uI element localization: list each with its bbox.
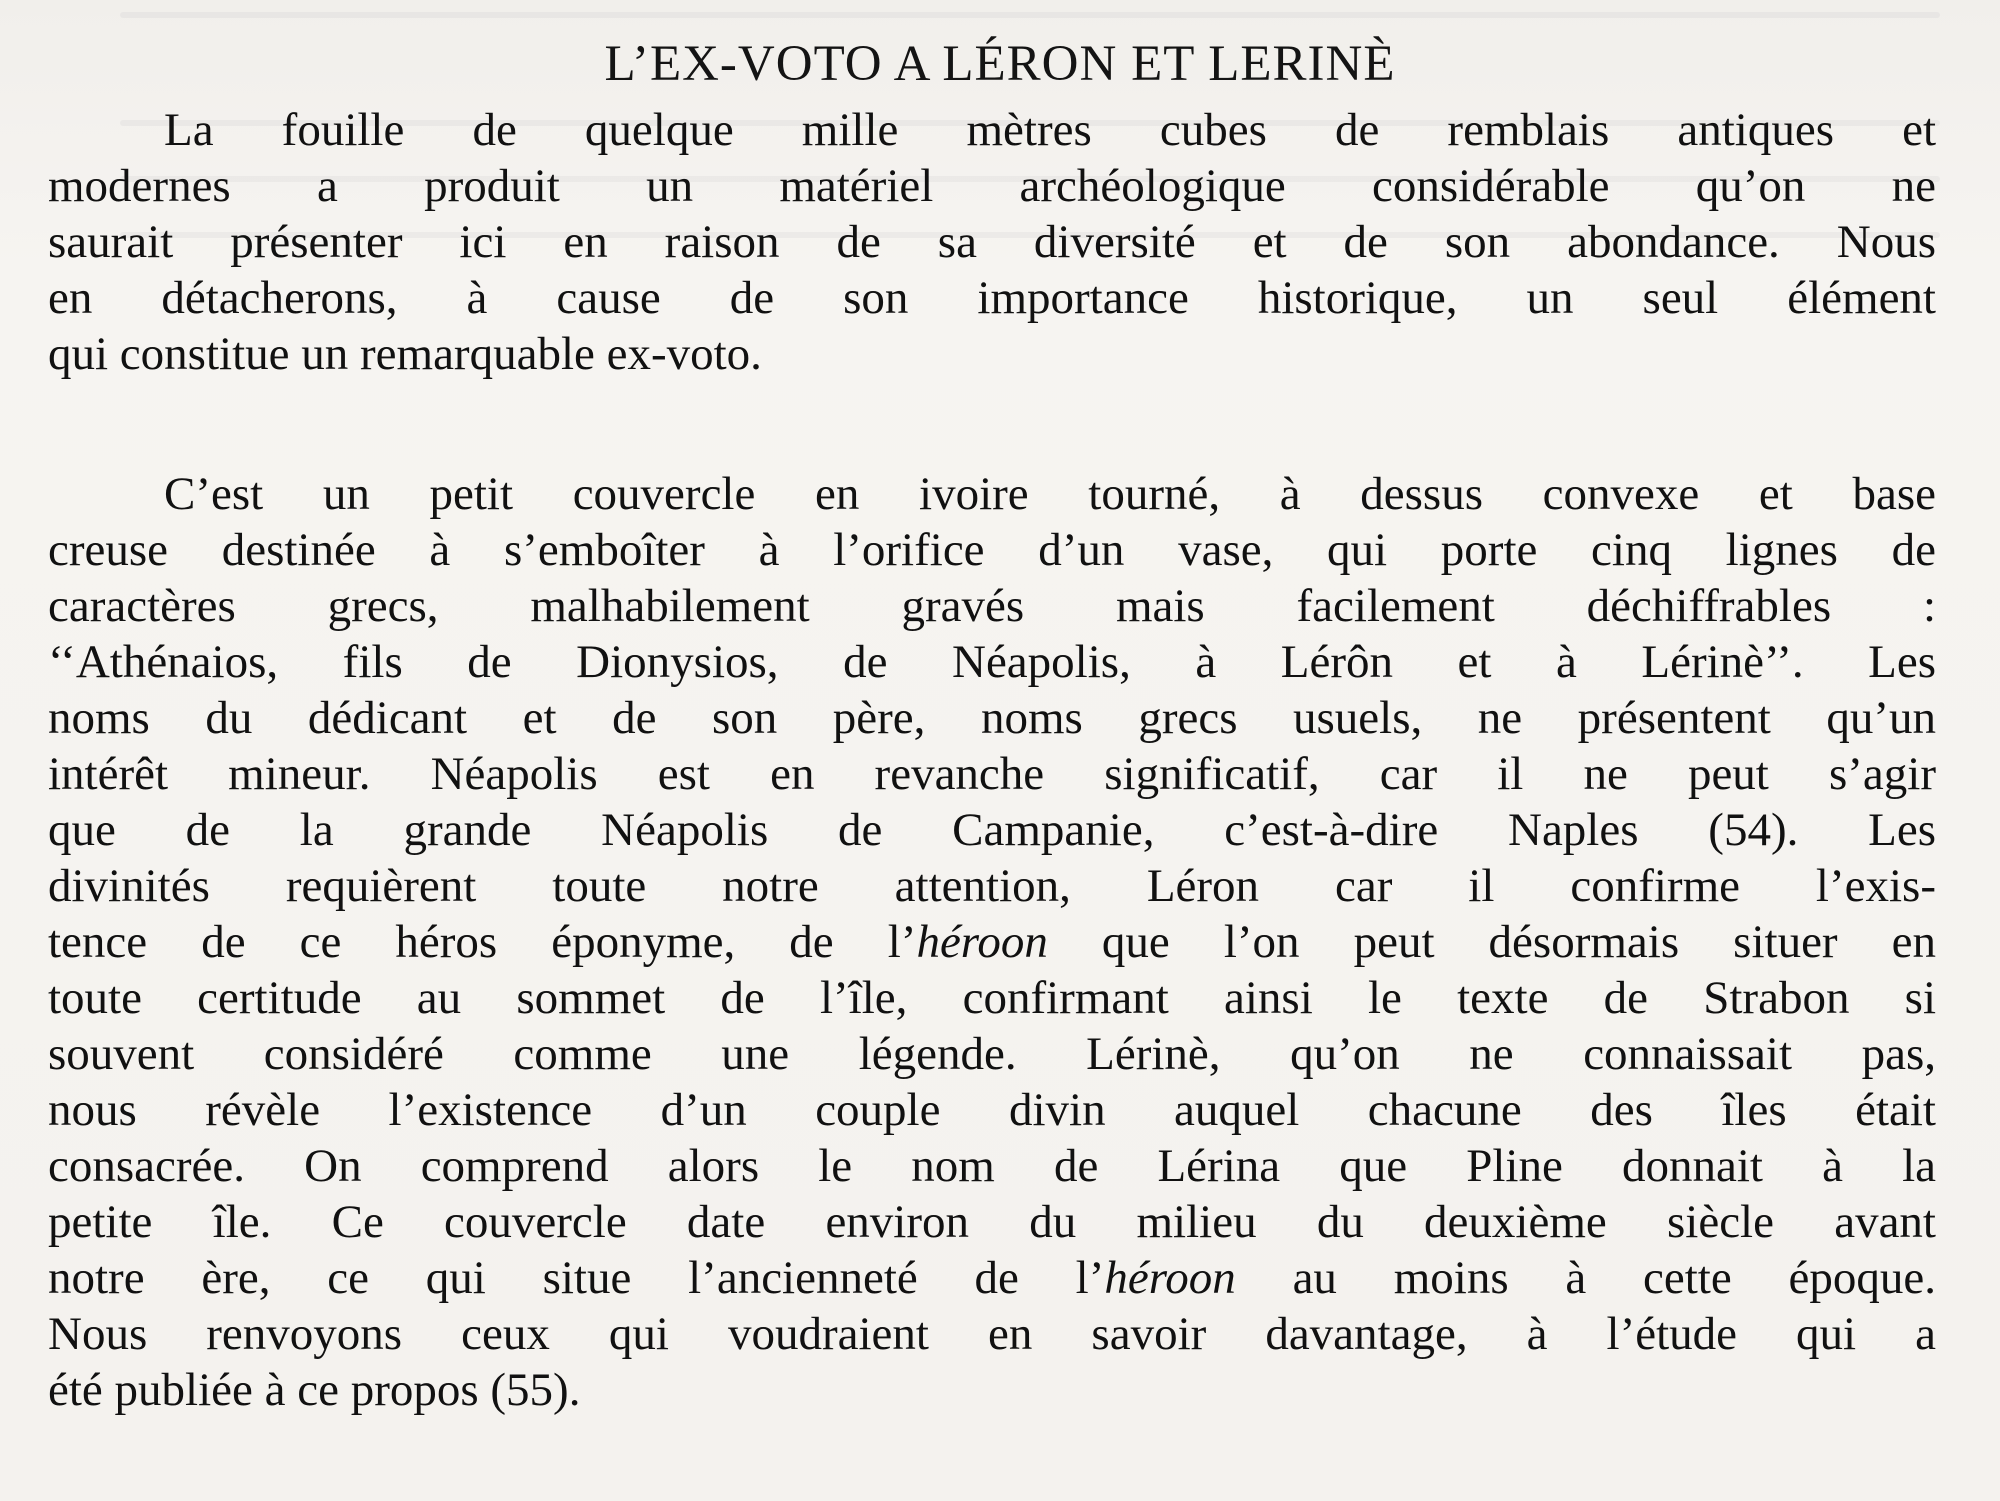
text-line: toute certitude au sommet de l’île, confirmant ainsi le texte de Strabon si <box>48 972 1936 1024</box>
paragraph-intro <box>48 102 1936 382</box>
text-line: C’est un petit couvercle en ivoire tourné, à dessus convexe et base <box>164 468 1936 520</box>
text-line: petite île. Ce couvercle date environ du milieu du deuxième siècle avant <box>48 1196 1936 1248</box>
text-line: noms du dédicant et de son père, noms grecs usuels, ne présentent qu’un <box>48 692 1936 744</box>
text-line <box>48 914 1936 970</box>
text-line: ‘‘Athénaios, fils de Dionysios, de Néapolis, à Lérôn et à Lérinè’’. Les <box>48 636 1936 688</box>
text-line: saurait présenter ici en raison de sa diversité et de son abondance. Nous <box>48 216 1936 268</box>
text-segment: au moins à cette époque. <box>1235 1252 1936 1304</box>
text-segment: notre ère, ce qui situe l’ancienneté de l’ <box>48 1252 1105 1304</box>
text-line: souvent considéré comme une légende. Lérinè, qu’on ne connaissait pas, <box>48 1028 1936 1080</box>
text-line: La fouille de quelque mille mètres cubes de remblais antiques et <box>164 104 1936 156</box>
text-line <box>48 1250 1936 1306</box>
text-line: nous révèle l’existence d’un couple divin auquel chacune des îles était <box>48 1084 1936 1136</box>
text-line: creuse destinée à s’emboîter à l’orifice d’un vase, qui porte cinq lignes de <box>48 524 1936 576</box>
italic-term: héroon <box>1104 1252 1236 1304</box>
text-line: consacrée. On comprend alors le nom de Lérina que Pline donnait à la <box>48 1140 1936 1192</box>
text-line: qui constitue un remarquable ex-voto. <box>48 328 762 380</box>
italic-term: héroon <box>916 916 1048 968</box>
text-line: en détacherons, à cause de son importance historique, un seul élément <box>48 272 1936 324</box>
paragraph-ex-voto <box>48 466 1936 1418</box>
text-line: divinités requièrent toute notre attention, Léron car il confirme l’exis- <box>48 860 1936 912</box>
text-segment: que l’on peut désormais situer en <box>1047 916 1936 968</box>
text-line: intérêt mineur. Néapolis est en revanche significatif, car il ne peut s’agir <box>48 748 1936 800</box>
page-title: L’EX-VOTO A LÉRON ET LERINÈ <box>604 36 1396 92</box>
text-line: Nous renvoyons ceux qui voudraient en savoir davantage, à l’étude qui a <box>48 1308 1936 1360</box>
text-line: modernes a produit un matériel archéologique considérable qu’on ne <box>48 160 1936 212</box>
text-line: été publiée à ce propos (55). <box>48 1364 581 1416</box>
text-line: que de la grande Néapolis de Campanie, c’est-à-dire Naples (54). Les <box>48 804 1936 856</box>
bleed-through-line <box>120 12 1940 18</box>
text-segment: tence de ce héros éponyme, de l’ <box>48 916 917 968</box>
text-line: caractères grecs, malhabilement gravés mais facilement déchiffrables : <box>48 580 1936 632</box>
